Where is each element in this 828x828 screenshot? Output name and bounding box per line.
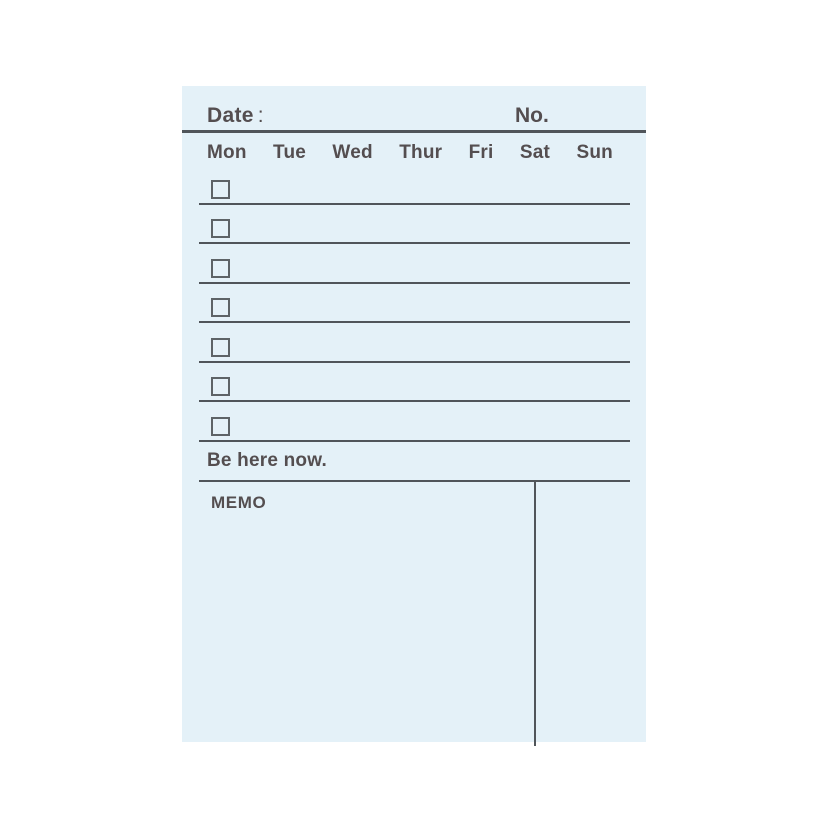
weekday-label: Fri [468, 142, 494, 163]
task-checkbox[interactable] [211, 377, 230, 396]
task-checkbox[interactable] [211, 338, 230, 357]
weekday-row [207, 142, 613, 164]
task-row [199, 205, 630, 245]
weekday-label: Wed [332, 142, 373, 163]
task-row [199, 323, 630, 363]
weekday-label: Thur [399, 142, 443, 163]
task-checkbox[interactable] [211, 219, 230, 238]
memo-vertical-divider-line [534, 480, 536, 746]
task-row [199, 363, 630, 403]
task-checkbox[interactable] [211, 259, 230, 278]
task-row [199, 402, 630, 442]
task-rows [199, 165, 630, 442]
date-colon: : [257, 104, 264, 127]
memo-divider-line [199, 480, 630, 482]
header-divider-line [182, 130, 646, 133]
task-checkbox[interactable] [211, 180, 230, 199]
memo-section-label: MEMO [211, 493, 267, 512]
weekday-label: Sat [519, 142, 551, 163]
task-checkbox[interactable] [211, 298, 230, 317]
date-field-label [207, 104, 264, 128]
tagline-text: Be here now. [207, 450, 327, 471]
date-label: Date [207, 104, 254, 127]
weekday-label: Mon [207, 142, 247, 163]
weekday-label: Tue [273, 142, 307, 163]
task-row [199, 244, 630, 284]
number-field-label: No. [515, 104, 549, 127]
task-row [199, 284, 630, 324]
task-row [199, 165, 630, 205]
memo-sheet [182, 86, 646, 742]
weekday-label: Sun [576, 142, 613, 163]
task-checkbox[interactable] [211, 417, 230, 436]
